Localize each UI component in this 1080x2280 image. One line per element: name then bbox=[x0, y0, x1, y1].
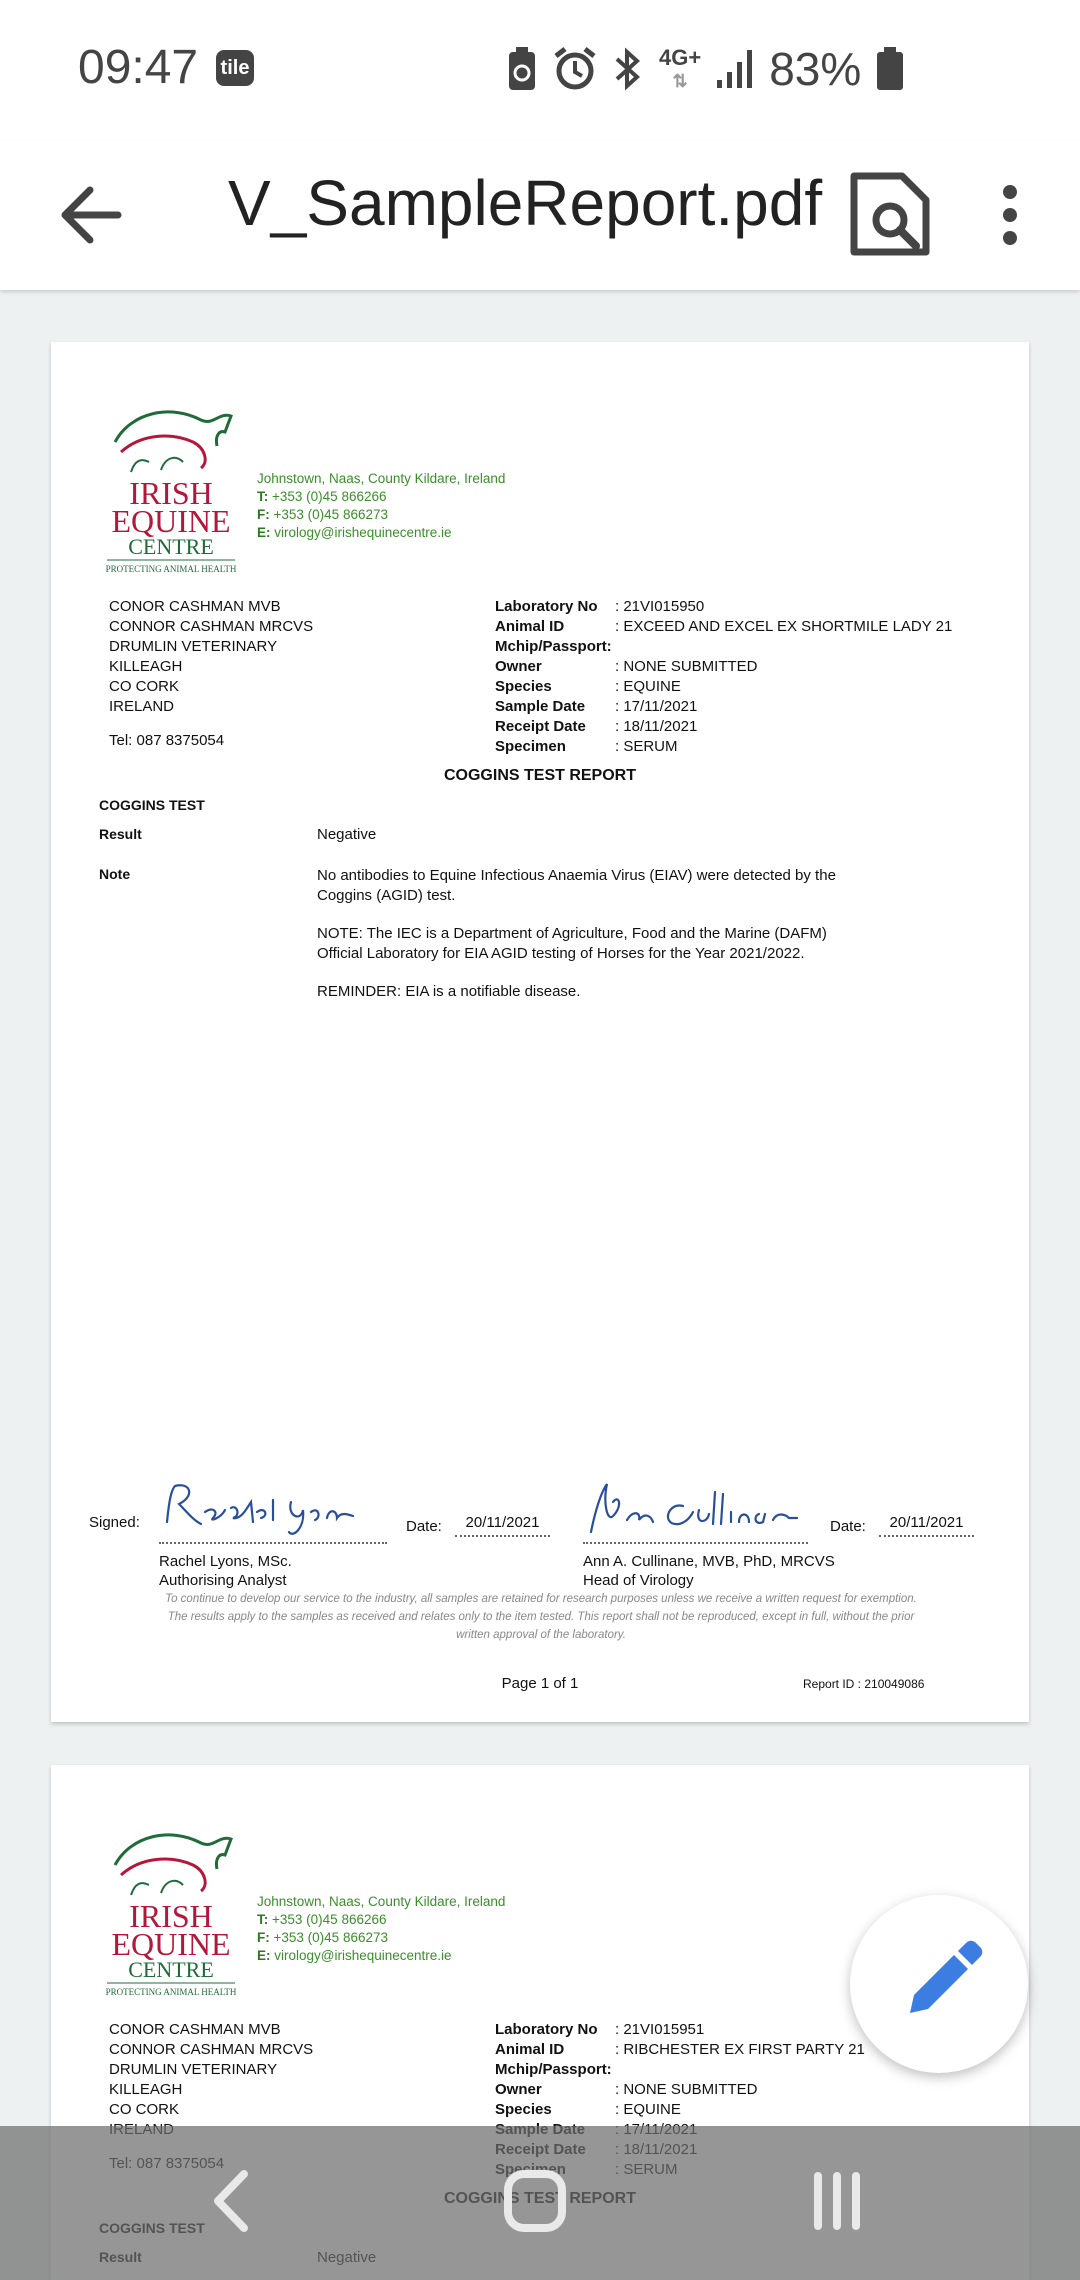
lab-address: Johnstown, Naas, County Kildare, Ireland T: +353 (0)45 866266 F: +353 (0)45 866273 E: virology@irishequinecentre.ie bbox=[257, 1894, 506, 1963]
signature-line bbox=[159, 1542, 387, 1544]
document-title: V_SampleReport.pdf bbox=[228, 167, 823, 239]
find-in-page-icon bbox=[840, 164, 940, 264]
nav-back-button[interactable] bbox=[178, 2146, 288, 2256]
status-bar bbox=[0, 0, 1080, 140]
nav-recents-button[interactable] bbox=[782, 2146, 892, 2256]
more-vert-icon bbox=[980, 170, 1040, 260]
battery-percent: 83% bbox=[769, 43, 862, 95]
signature-line bbox=[583, 1542, 808, 1544]
disclaimer: To continue to develop our service to the industry, all samples are retained for research purposes unless we receive a written request for exemption. The results apply to the samples as received and relates only to the item tested. This report shall not be reproduced, except in full, without the prior written approval of the laboratory. bbox=[165, 1593, 917, 1641]
status-icons bbox=[505, 44, 905, 94]
report-title: COGGINS TEST REPORT bbox=[443, 767, 636, 784]
signature-date: 20/11/2021 bbox=[879, 1514, 974, 1537]
signed-label: Signed: bbox=[89, 1514, 140, 1531]
svg-text:EQUINE: EQUINE bbox=[111, 503, 231, 539]
system-nav-bar bbox=[0, 2126, 1080, 2280]
signatory-1: Rachel Lyons, MSc. Authorising Analyst bbox=[159, 1553, 292, 1589]
lab-address: Johnstown, Naas, County Kildare, Ireland T: +353 (0)45 866266 F: +353 (0)45 866273 E: virology@irishequinecentre.ie bbox=[257, 471, 506, 540]
note-text: No antibodies to Equine Infectious Anaemia Virus (EIAV) were detected by the Coggins (AGID) test. NOTE: The IEC is a Department of Agriculture, Food and the Marine (DAFM) Official Laboratory for EIA AGID testing of Horses for the Year 2021/2022. REMINDER: EIA is a notifiable disease. bbox=[317, 867, 836, 1000]
note-label: Note bbox=[99, 866, 131, 882]
lab-info-row: Animal ID : RIBCHESTER EX FIRST PARTY 21 bbox=[495, 2041, 865, 2058]
nav-home-icon bbox=[480, 2146, 590, 2256]
irish-equine-centre-logo bbox=[101, 1815, 241, 2000]
lab-info-table bbox=[495, 597, 952, 757]
lab-info-row: Owner : NONE SUBMITTED bbox=[495, 2081, 758, 2098]
back-button[interactable] bbox=[52, 170, 142, 260]
svg-text:CENTRE: CENTRE bbox=[128, 1957, 214, 1982]
lab-info-row: Mchip/Passport: bbox=[495, 2061, 612, 2078]
back-arrow-icon bbox=[52, 170, 142, 260]
status-time: 09:47 bbox=[78, 41, 199, 94]
pencil-icon bbox=[850, 1895, 1028, 2073]
signatory-2: Ann A. Cullinane, MVB, PhD, MRCVS Head of Virology bbox=[583, 1553, 835, 1589]
page-number: Page 1 of 1 bbox=[501, 1675, 579, 1692]
lab-info-row: Mchip/Passport: bbox=[495, 638, 612, 655]
alarm-icon bbox=[553, 46, 597, 92]
lab-info-row: Owner : NONE SUBMITTED bbox=[495, 658, 758, 675]
more-options-button[interactable] bbox=[980, 170, 1040, 260]
lab-info-row: Laboratory No : 21VI015950 bbox=[495, 598, 705, 615]
signature-date: 20/11/2021 bbox=[455, 1514, 550, 1537]
result-value: Negative bbox=[317, 826, 377, 843]
battery-icon bbox=[875, 46, 905, 92]
signature-ann-cullinane bbox=[583, 1472, 803, 1542]
lab-info-row: Sample Date : 17/11/2021 bbox=[495, 698, 698, 715]
nav-back-icon bbox=[178, 2146, 288, 2256]
bluetooth-icon bbox=[611, 46, 645, 92]
signature-block bbox=[51, 1452, 1029, 1589]
svg-text:EQUINE: EQUINE bbox=[111, 1926, 231, 1962]
battery-saver-icon bbox=[505, 46, 539, 92]
pdf-page-1 bbox=[51, 342, 1029, 1722]
app-bar bbox=[0, 140, 1080, 290]
report-id: Report ID : 210049086 bbox=[803, 1677, 925, 1691]
lab-info-row: Receipt Date : 18/11/2021 bbox=[495, 718, 698, 735]
svg-text:PROTECTING ANIMAL HEALTH: PROTECTING ANIMAL HEALTH bbox=[105, 564, 237, 574]
lab-info-row: Laboratory No : 21VI015951 bbox=[495, 2021, 705, 2038]
svg-text:IRISH: IRISH bbox=[129, 1898, 213, 1934]
lab-info-row: Species : EQUINE bbox=[495, 678, 681, 695]
lab-info-row: Specimen : SERUM bbox=[495, 738, 678, 755]
date-label: Date: bbox=[830, 1518, 866, 1535]
tile-app-badge: tile bbox=[216, 50, 254, 86]
svg-text:PROTECTING ANIMAL HEALTH: PROTECTING ANIMAL HEALTH bbox=[105, 1987, 237, 1997]
nav-recents-icon bbox=[782, 2146, 892, 2256]
signature-rachel-lyons bbox=[161, 1472, 361, 1542]
result-label: Result bbox=[99, 826, 142, 842]
signal-icon bbox=[715, 46, 755, 92]
client-address: CONOR CASHMAN MVB CONNOR CASHMAN MRCVS DRUMLIN VETERINARY KILLEAGH CO CORK IRELAND Tel: 087 8375054 bbox=[109, 598, 314, 749]
svg-text:CENTRE: CENTRE bbox=[128, 534, 214, 559]
nav-home-button[interactable] bbox=[480, 2146, 590, 2256]
svg-text:IRISH: IRISH bbox=[129, 475, 213, 511]
section-title: COGGINS TEST bbox=[99, 797, 205, 813]
date-label: Date: bbox=[406, 1518, 442, 1535]
client-address: CONOR CASHMAN MVB CONNOR CASHMAN MRCVS DRUMLIN VETERINARY KILLEAGH CO CORK bbox=[109, 2021, 314, 2118]
horse-logo-icon bbox=[101, 392, 241, 577]
irish-equine-centre-logo bbox=[101, 392, 241, 577]
edit-fab-button[interactable] bbox=[850, 1895, 1028, 2073]
horse-logo-icon bbox=[101, 1815, 241, 2000]
lab-info-row: Species : EQUINE bbox=[495, 2101, 681, 2118]
lab-info-row: Animal ID : EXCEED AND EXCEL EX SHORTMILE LADY 21 bbox=[495, 618, 953, 635]
find-in-document-button[interactable] bbox=[840, 164, 940, 264]
network-type: 4G+ ⇅ bbox=[659, 44, 702, 91]
